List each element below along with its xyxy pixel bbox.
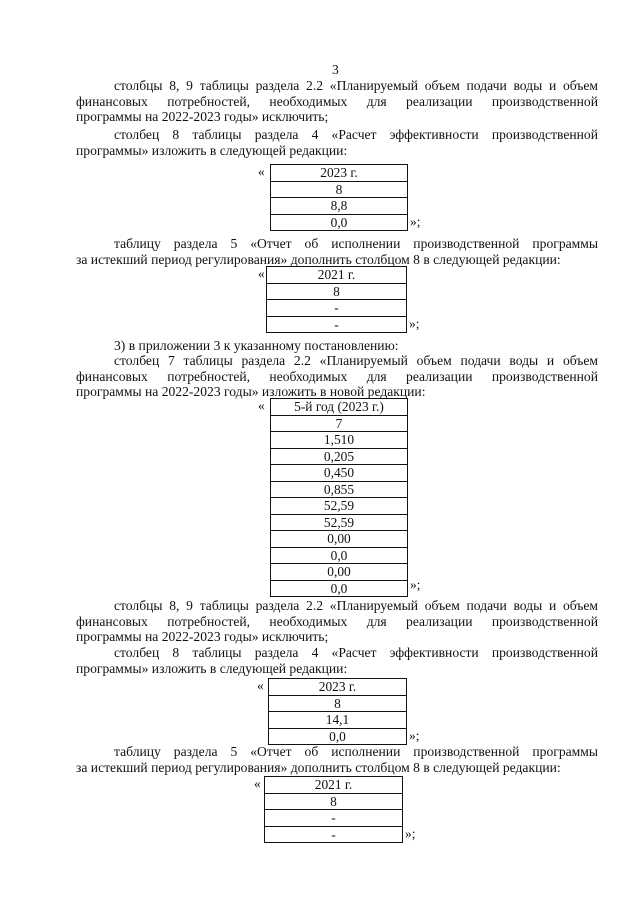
- closing-quote: »;: [410, 214, 421, 229]
- table-cell: 0,0: [271, 214, 407, 231]
- closing-quote: »;: [405, 826, 416, 841]
- text-line: программы» изложить в следующей редакции:: [76, 660, 348, 676]
- table-cell: 0,0: [269, 728, 406, 745]
- text-line: столбец 7 таблицы раздела 2.2 «Планируемый объем подачи воды и объем: [114, 353, 598, 368]
- table-cell: -: [265, 826, 402, 843]
- table-column-replacement: [268, 678, 407, 745]
- table-cell: 8: [271, 181, 407, 198]
- table-cell: 0,855: [271, 481, 407, 498]
- text-line: финансовых потребностей, необходимых для реализации производственной: [76, 613, 598, 629]
- text-line: таблицу раздела 5 «Отчет об исполнении производственной программы: [114, 236, 598, 251]
- text-line: программы» изложить в следующей редакции:: [76, 142, 348, 158]
- paragraph-table-section-5: [76, 744, 598, 775]
- paragraph-column-8-section-4: [76, 645, 598, 676]
- table-cell: 0,450: [271, 464, 407, 481]
- text-line: столбец 8 таблицы раздела 4 «Расчет эффективности производственной: [114, 127, 598, 142]
- text-line: программы на 2022-2023 годы» исключить;: [76, 629, 329, 645]
- table-cell: -: [267, 316, 406, 333]
- text-line: финансовых потребностей, необходимых для реализации производственной: [76, 93, 598, 109]
- table-cell: -: [267, 299, 406, 316]
- table-cell: 0,0: [271, 547, 407, 564]
- paragraph-columns-8-9-exclude: [76, 78, 598, 125]
- page-number: 3: [332, 62, 339, 77]
- table-cell: 2021 г.: [317, 267, 356, 282]
- text-line: 3) в приложении 3 к указанному постановлению:: [114, 338, 399, 353]
- text-line: таблицу раздела 5 «Отчет об исполнении производственной программы: [114, 744, 598, 759]
- table-cell: 52,59: [271, 497, 407, 514]
- table-column-replacement: [270, 164, 408, 231]
- table-cell: -: [265, 809, 402, 826]
- paragraph-table-section-5: [76, 236, 598, 267]
- opening-quote: «: [257, 678, 264, 693]
- table-column-replacement: [270, 398, 408, 597]
- table-cell: 0,00: [271, 530, 407, 547]
- text-line: за истекший период регулирования» дополнить столбцом 8 в следующей редакции:: [76, 759, 561, 775]
- table-cell: 8,8: [271, 197, 407, 214]
- opening-quote: «: [254, 776, 261, 791]
- opening-quote: «: [258, 398, 265, 413]
- table-cell: 7: [271, 415, 407, 432]
- paragraph-column-8-section-4: [76, 127, 598, 158]
- text-line: столбцы 8, 9 таблицы раздела 2.2 «Планируемый объем подачи воды и объем: [114, 78, 598, 93]
- text-line: финансовых потребностей, необходимых для реализации производственной: [76, 368, 598, 384]
- text-line: столбцы 8, 9 таблицы раздела 2.2 «Планируемый объем подачи воды и объем: [114, 598, 598, 613]
- table-cell: 2021 г.: [314, 777, 353, 792]
- table-cell: 0,205: [271, 448, 407, 465]
- closing-quote: »;: [409, 316, 420, 331]
- table-cell: 8: [269, 695, 406, 712]
- opening-quote: «: [258, 266, 265, 281]
- table-cell: 14,1: [269, 711, 406, 728]
- closing-quote: »;: [410, 577, 421, 592]
- text-line: столбец 8 таблицы раздела 4 «Расчет эффективности производственной: [114, 645, 598, 660]
- text-line: за истекший период регулирования» дополнить столбцом 8 в следующей редакции:: [76, 251, 561, 267]
- table-cell: 8: [265, 793, 402, 810]
- table-cell: 8: [267, 283, 406, 300]
- paragraph-columns-8-9-exclude: [76, 598, 598, 645]
- table-cell: 1,510: [271, 431, 407, 448]
- text-line: программы на 2022-2023 годы» изложить в новой редакции:: [76, 384, 426, 400]
- table-cell: 2023 г.: [320, 165, 358, 180]
- table-cell: 52,59: [271, 514, 407, 531]
- paragraph-column-7-new-edition: [76, 353, 598, 400]
- table-cell: 0,0: [271, 580, 407, 597]
- opening-quote: «: [258, 164, 265, 179]
- table-cell: 5-й год (2023 г.): [294, 399, 384, 414]
- table-column-replacement: [266, 266, 407, 333]
- table-cell: 0,00: [271, 563, 407, 580]
- paragraph-appendix-3: [76, 338, 598, 354]
- table-cell: 2023 г.: [318, 679, 357, 694]
- text-line: программы на 2022-2023 годы» исключить;: [76, 109, 329, 125]
- table-column-replacement: [264, 776, 403, 843]
- closing-quote: »;: [409, 728, 420, 743]
